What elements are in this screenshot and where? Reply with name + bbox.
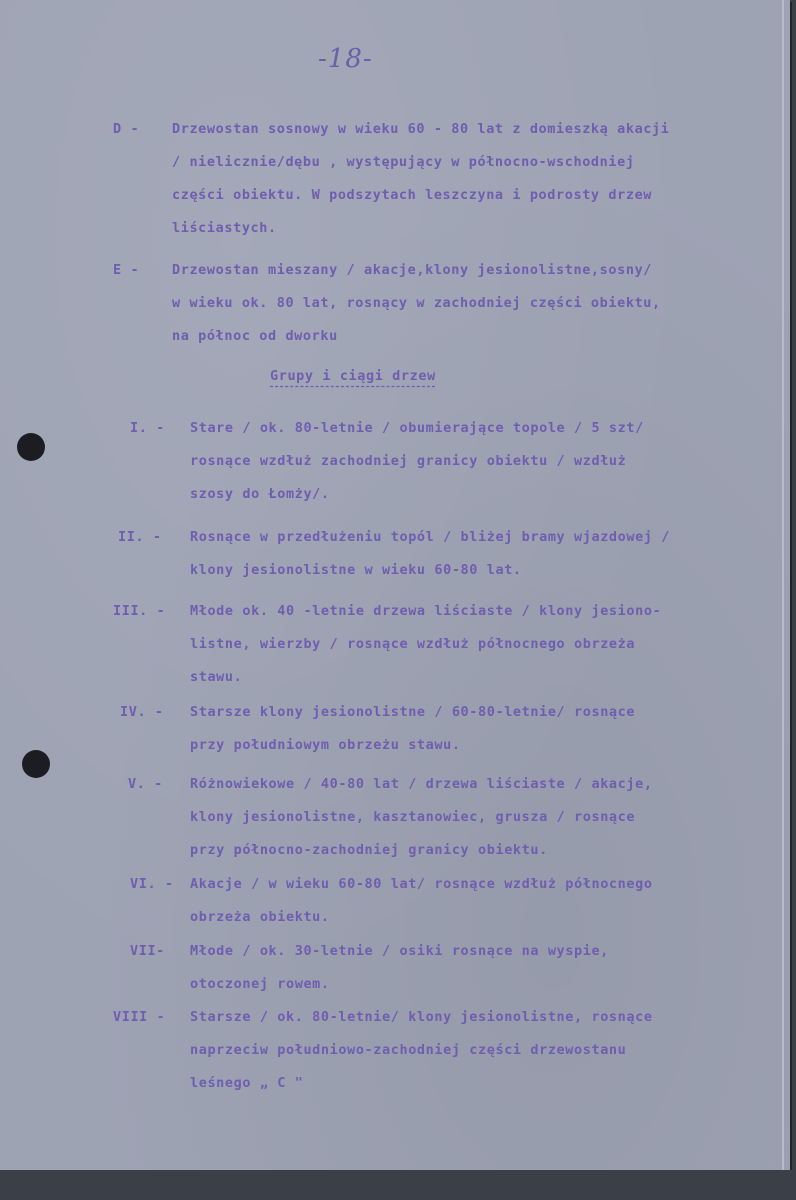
group-8-line-1: Starsze / ok. 80-letnie/ klony jesionolistne, rosnące (190, 1009, 653, 1025)
entry-d-line-1: Drzewostan sosnowy w wieku 60 - 80 lat z domieszką akacji (172, 121, 670, 137)
entry-d-line-2: / nielicznie/dębu , występujący w północno-wschodniej (172, 154, 635, 170)
group-3-line-1: Młode ok. 40 -letnie drzewa liściaste / klony jesiono- (190, 603, 662, 619)
punch-hole-lower (22, 750, 50, 778)
group-5-line-1: Różnowiekowe / 40-80 lat / drzewa liściaste / akacje, (190, 776, 653, 792)
group-6-line-1: Akacje / w wieku 60-80 lat/ rosnące wzdłuż północnego (190, 876, 653, 892)
group-8-line-3: leśnego „ C " (190, 1075, 304, 1091)
group-6-marker: VI. - (130, 876, 174, 892)
punch-hole-upper (17, 433, 45, 461)
group-8-line-2: naprzeciw południowo-zachodniej części drzewostanu (190, 1042, 627, 1058)
group-5-marker: V. - (128, 776, 163, 792)
group-1-marker: I. - (130, 420, 165, 436)
entry-e-line-2: w wieku ok. 80 lat, rosnący w zachodniej części obiektu, (172, 295, 661, 311)
group-1-line-2: rosnące wzdłuż zachodniej granicy obiektu / wzdłuż (190, 453, 627, 469)
group-7-line-2: otoczonej rowem. (190, 976, 330, 992)
group-2-line-1: Rosnące w przedłużeniu topól / bliżej bramy wjazdowej / (190, 529, 671, 545)
group-5-line-3: przy północno-zachodniej granicy obiektu. (190, 842, 548, 858)
scan-background (0, 1170, 796, 1200)
entry-d-line-4: liściastych. (172, 220, 277, 236)
group-4-marker: IV. - (120, 704, 164, 720)
group-2-marker: II. - (118, 529, 162, 545)
group-2-line-2: klony jesionolistne w wieku 60-80 lat. (190, 562, 522, 578)
page-number: -18- (318, 44, 373, 74)
group-8-marker: VIII - (113, 1009, 166, 1025)
entry-d-line-3: części obiektu. W podszytach leszczyna i podrosty drzew (172, 187, 653, 203)
group-3-marker: III. - (113, 603, 166, 619)
entry-d-marker: D - (113, 121, 140, 137)
group-4-line-2: przy południowym obrzeżu stawu. (190, 737, 461, 753)
group-4-line-1: Starsze klony jesionolistne / 60-80-letnie/ rosnące (190, 704, 636, 720)
page-edge (782, 0, 784, 1170)
group-3-line-2: listne, wierzby / rosnące wzdłuż północnego obrzeża (190, 636, 636, 652)
group-1-line-3: szosy do Łomży/. (190, 486, 330, 502)
group-5-line-2: klony jesionolistne, kasztanowiec, grusza / rosnące (190, 809, 636, 825)
entry-e-line-3: na północ od dworku (172, 328, 338, 344)
entry-e-line-1: Drzewostan mieszany / akacje,klony jesionolistne,sosny/ (172, 262, 653, 278)
group-6-line-2: obrzeża obiektu. (190, 909, 330, 925)
section-heading: Grupy i ciągi drzew (270, 368, 436, 384)
entry-e-marker: E - (113, 262, 140, 278)
group-1-line-1: Stare / ok. 80-letnie / obumierające topole / 5 szt/ (190, 420, 644, 436)
group-3-line-3: stawu. (190, 669, 243, 685)
group-7-marker: VII- (130, 943, 165, 959)
group-7-line-1: Młode / ok. 30-letnie / osiki rosnące na wyspie, (190, 943, 609, 959)
